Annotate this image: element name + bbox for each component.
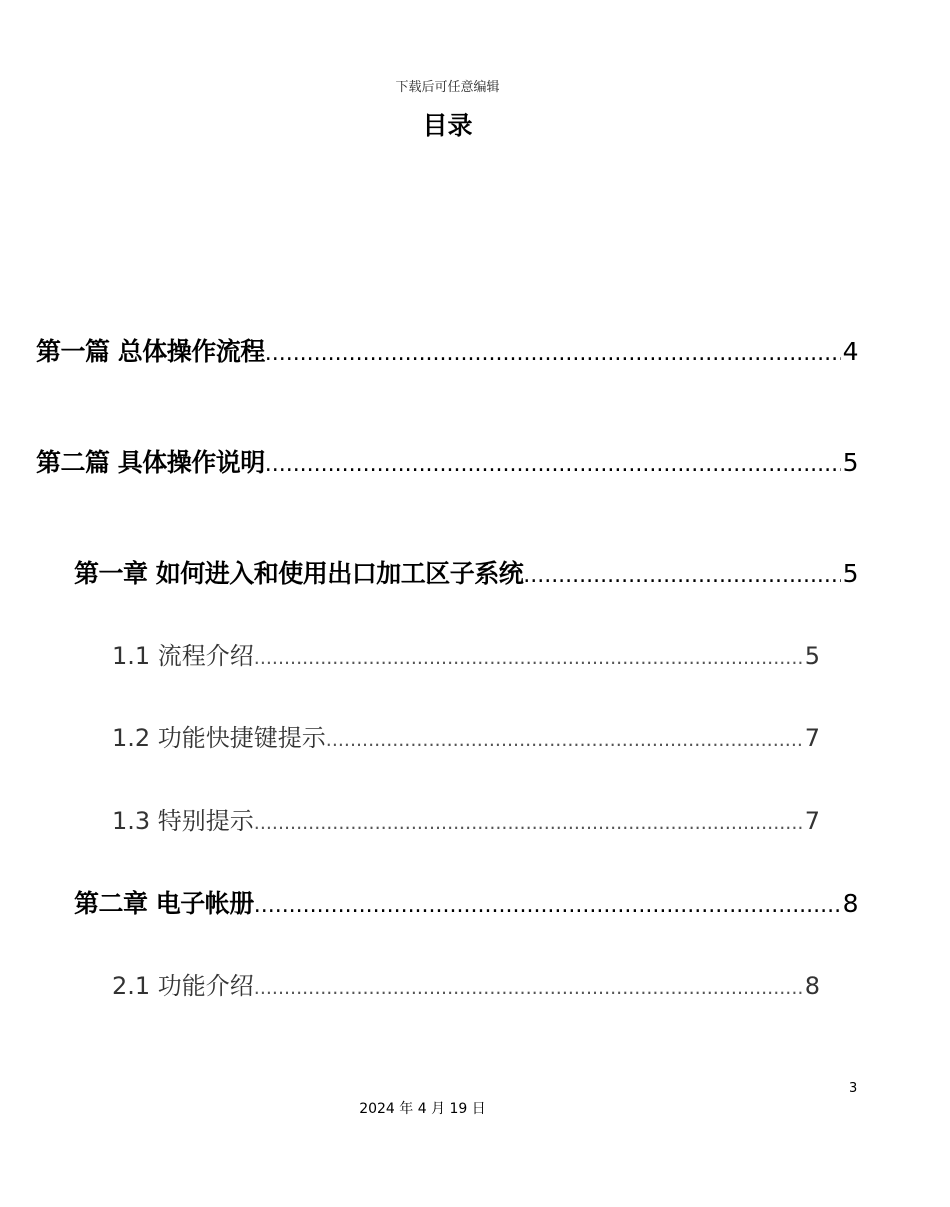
toc-entry-label: 第一篇 总体操作流程: [36, 337, 265, 366]
footer-date: 2024 年 4 月 19 日: [359, 1101, 486, 1117]
toc-leader-dots: [265, 341, 841, 366]
page-number: 3: [849, 1081, 858, 1096]
page-title: 目录: [422, 111, 473, 140]
toc-entry-part-1[interactable]: [36, 332, 858, 368]
toc-entry-label: 第二章 电子帐册: [74, 889, 254, 918]
toc-entry-page: 8: [804, 972, 820, 1000]
toc-entry-label: 第二篇 具体操作说明: [36, 448, 265, 477]
toc-entry-label: 第一章 如何进入和使用出口加工区子系统: [74, 559, 524, 588]
toc-entry-page: 5: [804, 642, 820, 670]
toc-entry-section-1-1[interactable]: [112, 636, 820, 671]
toc-entry-page: 7: [804, 807, 820, 835]
toc-entry-label: 1.3 特别提示: [112, 807, 254, 835]
toc-leader-dots: [326, 729, 803, 751]
toc-entry-page: 5: [842, 448, 858, 477]
toc-entry-section-1-2[interactable]: [112, 718, 820, 753]
toc-entry-section-2-1[interactable]: [112, 966, 820, 1001]
toc-leader-dots: [254, 893, 841, 918]
toc-entry-label: 1.1 流程介绍: [112, 642, 254, 670]
toc-entry-section-1-3[interactable]: [112, 801, 820, 836]
toc-leader-dots: [254, 647, 803, 669]
toc-leader-dots: [254, 812, 803, 834]
toc-leader-dots: [265, 452, 841, 477]
toc-entry-label: 2.1 功能介绍: [112, 972, 254, 1000]
toc-entry-part-2[interactable]: [36, 443, 858, 479]
header-note: 下载后可任意编辑: [395, 80, 500, 95]
toc-entry-chapter-2[interactable]: [74, 884, 858, 920]
toc-entry-page: 4: [842, 337, 858, 366]
toc-leader-dots: [523, 563, 840, 588]
toc-entry-page: 7: [804, 724, 820, 752]
toc-leader-dots: [254, 977, 803, 999]
toc-entry-page: 8: [842, 889, 858, 918]
toc-entry-label: 1.2 功能快捷键提示: [112, 724, 326, 752]
toc-entry-page: 5: [842, 559, 858, 588]
toc-entry-chapter-1[interactable]: [74, 554, 858, 590]
